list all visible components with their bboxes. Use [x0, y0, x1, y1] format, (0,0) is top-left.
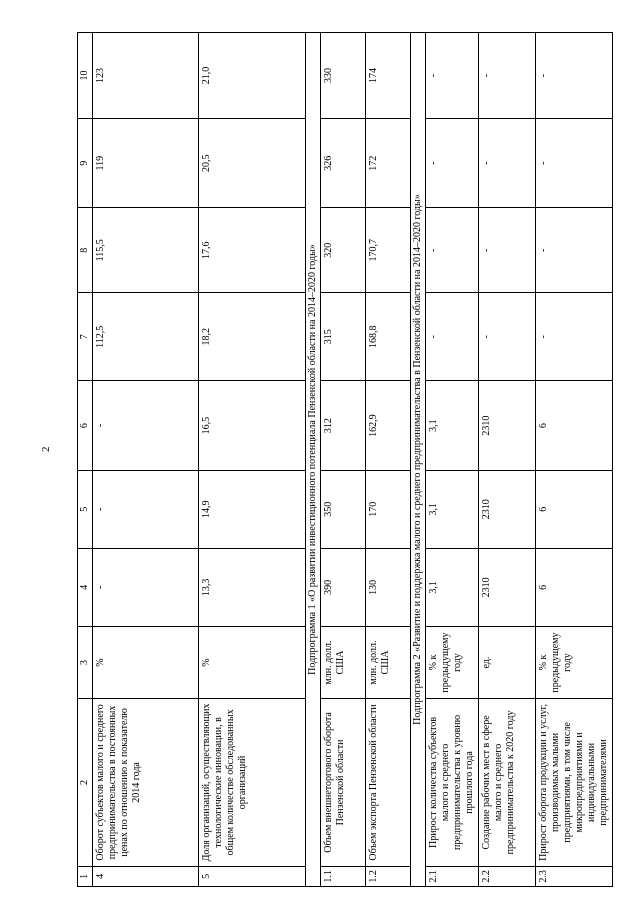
value-cell: 174	[366, 33, 411, 119]
value-cell: 3,1	[426, 548, 479, 626]
header-cell: 7	[78, 293, 93, 381]
value-cell: 315	[321, 293, 366, 381]
row-number: 5	[199, 866, 306, 886]
value-cell: -	[536, 293, 613, 381]
value-cell: -	[426, 119, 479, 208]
row-number: 4	[93, 866, 199, 886]
value-cell: -	[479, 293, 536, 381]
unit: %	[199, 626, 306, 698]
table-row	[536, 33, 613, 887]
value-cell: 18,2	[199, 293, 306, 381]
unit: млн. долл. США	[366, 626, 411, 698]
value-cell: 170	[366, 470, 411, 548]
header-cell: 5	[78, 470, 93, 548]
value-cell: -	[479, 119, 536, 208]
value-cell: 2310	[479, 381, 536, 470]
header-cell: 1	[78, 866, 93, 886]
value-cell: 13,3	[199, 548, 306, 626]
value-cell: 14,9	[199, 470, 306, 548]
unit: млн. долл. США	[321, 626, 366, 698]
value-cell: 162,9	[366, 381, 411, 470]
value-cell: 312	[321, 381, 366, 470]
header-cell: 9	[78, 119, 93, 208]
value-cell: -	[536, 33, 613, 119]
header-cell: 2	[78, 699, 93, 866]
value-cell: 115,5	[93, 208, 199, 293]
unit: ед.	[479, 626, 536, 698]
value-cell: 3,1	[426, 470, 479, 548]
header-cell: 6	[78, 381, 93, 470]
page-number: 2	[40, 446, 52, 452]
value-cell: 390	[321, 548, 366, 626]
value-cell: 6	[536, 381, 613, 470]
subprogram-row	[411, 33, 426, 887]
row-number: 1.1	[321, 866, 366, 886]
indicator-name: Доля организаций, осуществляющих технологические инновации, в общем количестве обследованных организаций	[199, 699, 306, 866]
table-row	[199, 33, 306, 887]
subprogram-row	[306, 33, 321, 887]
value-cell: 350	[321, 470, 366, 548]
value-cell: 16,5	[199, 381, 306, 470]
row-number: 1.2	[366, 866, 411, 886]
value-cell: 3,1	[426, 381, 479, 470]
value-cell: -	[93, 381, 199, 470]
value-cell: 20,5	[199, 119, 306, 208]
value-cell: 168,8	[366, 293, 411, 381]
row-number: 2.3	[536, 866, 613, 886]
value-cell: 326	[321, 119, 366, 208]
value-cell: 170,7	[366, 208, 411, 293]
table-row	[366, 33, 411, 887]
value-cell: 21,0	[199, 33, 306, 119]
value-cell: 123	[93, 33, 199, 119]
header-cell: 4	[78, 548, 93, 626]
value-cell: 2310	[479, 470, 536, 548]
indicator-name: Создание рабочих мест в сфере малого и среднего предпринимательства к 2020 году	[479, 699, 536, 866]
table-row	[321, 33, 366, 887]
unit: % к предыдущему году	[536, 626, 613, 698]
header-row	[78, 33, 93, 887]
value-cell: -	[479, 33, 536, 119]
indicators-table	[77, 32, 613, 887]
table-row	[426, 33, 479, 887]
indicator-name: Прирост количества субъектов малого и среднего предпринимательства к уровню прошлого года	[426, 699, 479, 866]
value-cell: -	[426, 208, 479, 293]
value-cell: 17,6	[199, 208, 306, 293]
value-cell: 6	[536, 548, 613, 626]
value-cell: -	[93, 548, 199, 626]
value-cell: -	[426, 33, 479, 119]
value-cell: -	[536, 208, 613, 293]
table-row	[93, 33, 199, 887]
value-cell: 172	[366, 119, 411, 208]
value-cell: 320	[321, 208, 366, 293]
row-number: 2.1	[426, 866, 479, 886]
value-cell: 6	[536, 470, 613, 548]
value-cell: -	[479, 208, 536, 293]
value-cell: -	[93, 470, 199, 548]
value-cell: 130	[366, 548, 411, 626]
header-cell: 3	[78, 626, 93, 698]
subprogram-1-title: Подпрограмма 1 «О развитии инвестиционного потенциала Пензенской области на 2014–2020 годы»	[306, 33, 321, 887]
value-cell: -	[426, 293, 479, 381]
table-row	[479, 33, 536, 887]
indicator-name: Объем экспорта Пензенской области	[366, 699, 411, 866]
unit: % к предыдущему году	[426, 626, 479, 698]
value-cell: 112,5	[93, 293, 199, 381]
row-number: 2.2	[479, 866, 536, 886]
unit: %	[93, 626, 199, 698]
value-cell: 2310	[479, 548, 536, 626]
value-cell: 119	[93, 119, 199, 208]
indicator-name: Оборот субъектов малого и среднего предпринимательства в постоянных ценах по отношению к показателю 2014 года	[93, 699, 199, 866]
rotated-table-container	[77, 32, 609, 887]
header-cell: 10	[78, 33, 93, 119]
subprogram-2-title: Подпрограмма 2 «Развитие и поддержка малого и среднего предпринимательства в Пензенской области на 2014–2020 годы»	[411, 33, 426, 887]
value-cell: 330	[321, 33, 366, 119]
indicator-name: Объем внешнеторгового оборота Пензенской области	[321, 699, 366, 866]
value-cell: -	[536, 119, 613, 208]
header-cell: 8	[78, 208, 93, 293]
indicator-name: Прирост оборота продукции и услуг, производимых малыми предприятиями, в том числе микропредприятиями и индивидуальными предпринимателями	[536, 699, 613, 866]
